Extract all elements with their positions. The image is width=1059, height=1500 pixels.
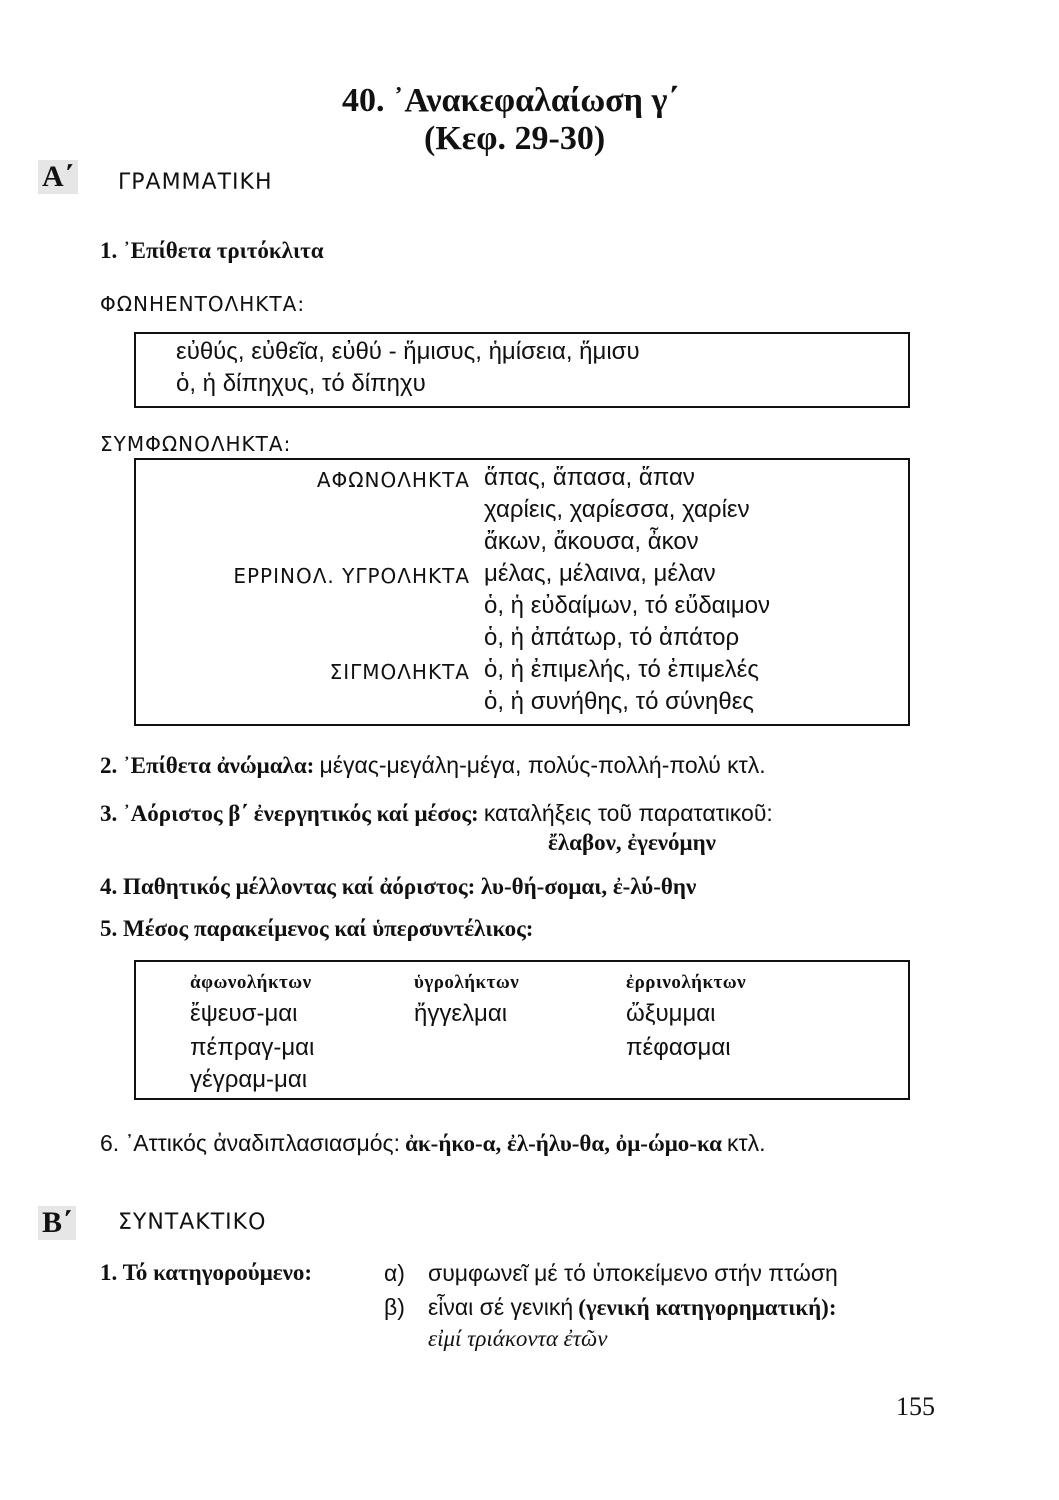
consonant-form-row: ἅπας, ἅπασα, ἅπαν bbox=[484, 464, 695, 491]
consonant-form-row: ὁ, ἡ εὐδαίμων, τό εὔδαιμον bbox=[484, 592, 771, 619]
section-a-title: ΓΡΑΜΜΑΤΙΚΗ bbox=[118, 170, 273, 195]
item3-heading: 3. ᾿Αόριστος β΄ ἐνεργητικός καί μέσος: bbox=[100, 801, 479, 826]
item6-examples: ἀκ-ήκο-α, ἐλ-ήλυ-θα, ὀμ-ώμο-κα bbox=[405, 1131, 722, 1156]
item3-line bbox=[100, 800, 773, 827]
section-b-letter: Β΄ bbox=[38, 1206, 76, 1240]
section-b-title: ΣΥΝΤΑΚΤΙΚΟ bbox=[118, 1210, 267, 1235]
table-cell: ὤξυμμαι bbox=[626, 1000, 716, 1027]
predicate-b-bold: (γενική κατηγορηματική): bbox=[578, 1295, 837, 1320]
consonant-form-row: ὁ, ἡ ἀπάτωρ, τό ἀπάτορ bbox=[484, 624, 740, 651]
col-header-aphono: ἀφωνολήκτων bbox=[190, 972, 312, 993]
predicate-b-marker: β) bbox=[384, 1294, 405, 1320]
item3-text: καταλήξεις τοῦ παρατατικοῦ: bbox=[483, 800, 773, 826]
predicate-a-marker: α) bbox=[384, 1260, 405, 1286]
predicate-b-text: εἶναι σέ γενική bbox=[428, 1294, 574, 1320]
consonant-stem-label: ΣΥΜΦΩΝΟΛΗΚΤΑ: bbox=[100, 432, 292, 456]
vowel-stem-box bbox=[134, 332, 910, 408]
item1-heading: 1. ᾿Επίθετα τριτόκλιτα bbox=[100, 238, 324, 263]
table-cell: πέφασμαι bbox=[626, 1034, 731, 1061]
item6-suffix: κτλ. bbox=[727, 1130, 766, 1156]
category-aphono: ΑΦΩΝΟΛΗΚΤΑ bbox=[316, 468, 470, 492]
predicate-a-text: συμφωνεῖ μέ τό ὑποκείμενο στήν πτώση bbox=[428, 1260, 838, 1286]
chapter-title: 40. ᾿Ανακεφαλαίωση γ΄ bbox=[342, 82, 679, 119]
item3-examples: ἔλαβον, ἐγενόμην bbox=[548, 830, 716, 855]
vowel-stem-label: ΦΩΝΗΕΝΤΟΛΗΚΤΑ: bbox=[100, 292, 306, 316]
page-number: 155 bbox=[896, 1392, 935, 1421]
item2-heading: 2. ᾿Επίθετα ἀνώμαλα: bbox=[100, 753, 315, 778]
consonant-form-row: χαρίεις, χαρίεσσα, χαρίεν bbox=[484, 496, 750, 523]
consonant-form-row: ὁ, ἡ ἐπιμελής, τό ἐπιμελές bbox=[484, 656, 759, 683]
item6-line bbox=[100, 1130, 766, 1157]
item2-text: μέγας-μεγάλη-μέγα, πολύς-πολλή-πολύ κτλ. bbox=[319, 752, 766, 778]
perfect-table-box bbox=[134, 960, 910, 1100]
consonant-form-row: ὁ, ἡ συνήθης, τό σύνηθες bbox=[484, 688, 754, 715]
col-header-ygro: ὑγρολήκτων bbox=[414, 972, 520, 993]
vowel-stem-line-1: εὐθύς, εὐθεῖα, εὐθύ - ἥμισυς, ἡμίσεια, ἥμισυ bbox=[176, 338, 640, 365]
consonant-form-row: μέλας, μέλαινα, μέλαν bbox=[484, 560, 716, 587]
predicate-heading: 1. Τό κατηγορούμενο: bbox=[100, 1260, 312, 1285]
table-cell: ἔψευσ-μαι bbox=[190, 1000, 298, 1027]
predicate-b-line bbox=[428, 1294, 836, 1321]
predicate-b-example: εἰμί τριάκοντα ἐτῶν bbox=[428, 1326, 608, 1351]
item6-label: 6. ᾿Αττικός ἀναδιπλασιασμός: bbox=[100, 1130, 400, 1156]
table-cell: ἤγγελμαι bbox=[414, 1000, 508, 1027]
category-sigmo: ΣΙΓΜΟΛΗΚΤΑ bbox=[329, 660, 470, 684]
table-cell: γέγραμ-μαι bbox=[190, 1066, 308, 1093]
section-a-letter: Α΄ bbox=[38, 160, 78, 194]
consonant-stem-box bbox=[134, 458, 910, 726]
item5-heading: 5. Μέσος παρακείμενος καί ὑπερσυντέλικος: bbox=[100, 916, 534, 941]
table-cell: πέπραγ-μαι bbox=[190, 1034, 315, 1061]
consonant-form-row: ἄκων, ἄκουσα, ἆκον bbox=[484, 528, 699, 555]
item2-line bbox=[100, 752, 766, 779]
col-header-errino: ἐρρινολήκτων bbox=[626, 972, 747, 993]
item4-text: 4. Παθητικός μέλλοντας καί ἀόριστος: λυ-θή-σομαι, ἐ-λύ-θην bbox=[100, 874, 697, 899]
vowel-stem-line-2: ὁ, ἡ δίπηχυς, τό δίπηχυ bbox=[176, 370, 426, 397]
category-errino-ygro: ΕΡΡΙΝΟΛ. ΥΓΡΟΛΗΚΤΑ bbox=[233, 564, 470, 588]
chapter-subtitle: (Κεφ. 29-30) bbox=[424, 120, 606, 157]
